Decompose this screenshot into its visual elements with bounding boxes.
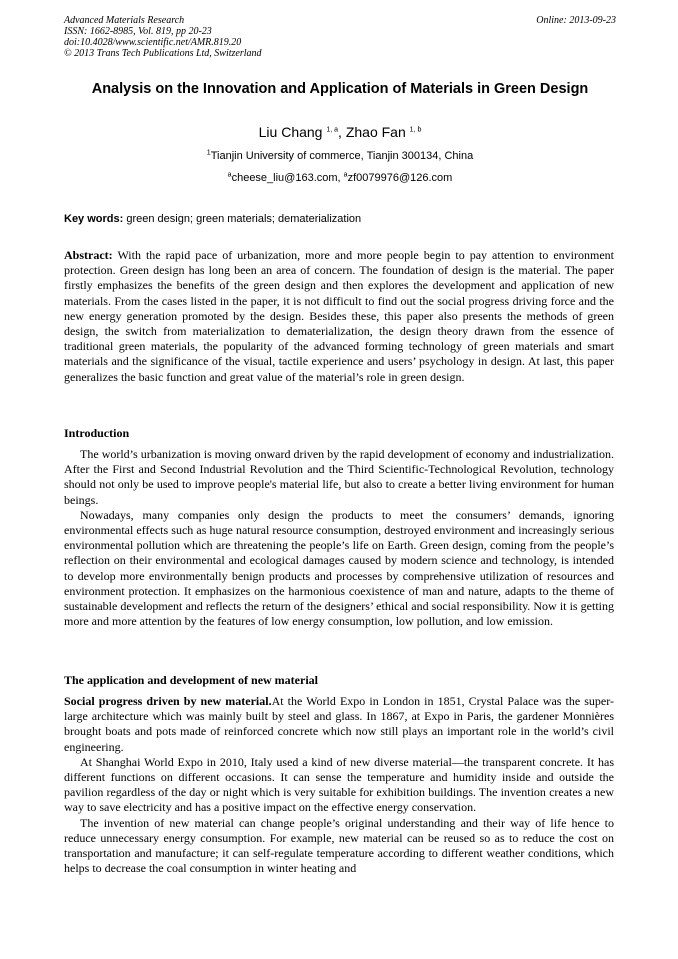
online-date: Online: 2013-09-23 — [536, 15, 616, 26]
affiliation-text: Tianjin University of commerce, Tianjin 300134, China — [210, 150, 474, 162]
introduction-heading: Introduction — [64, 426, 130, 440]
author-line — [64, 123, 616, 141]
author-separator: , — [338, 124, 346, 140]
application-body — [64, 694, 614, 876]
paragraph: The world’s urbanization is moving onward driven by the rapid development of economy and industrialization. After the First and Second Industrial Revolution and the Third Scientific-Technological Revolution, technology should not only be used to improve people's material life, but also to create a better living environment for human beings. — [64, 447, 614, 507]
abstract — [64, 248, 614, 385]
journal-name: Advanced Materials Research — [64, 15, 185, 26]
author-affiliation-mark: 1, b — [409, 126, 422, 134]
author-emails — [64, 171, 616, 185]
subheading: Social progress driven by new material. — [64, 694, 272, 708]
author-name: Liu Chang — [258, 124, 323, 140]
doi-line: doi:10.4028/www.scientific.net/AMR.819.20 — [64, 37, 242, 48]
email-mark: a — [343, 171, 348, 179]
issn-line: ISSN: 1662-8985, Vol. 819, pp 20-23 — [64, 26, 212, 37]
paragraph-text: At the World Expo in London in 1851, Crystal Palace was the super-large architecture which was mainly built by steel and glass. In 1867, at Expo in Paris, the gardener Monnières brought boats and pots made of reinforced concrete which now still plays an important role in the world’s civil engineering. — [64, 694, 615, 754]
copyright-line: © 2013 Trans Tech Publications Ltd, Switzerland — [64, 48, 262, 59]
abstract-text: With the rapid pace of urbanization, more and more people begin to pay attention to environment protection. Green design has long been an area of concern. The foundation of design is the material. The paper firstly emphasizes the benefits of the green design and then explores the development and application of new materials. From the cases listed in the paper, it is not difficult to find out the social progress driving force and the new energy generation promoted by the design. Besides these, this paper also presents the methods of green design, the switch from materialization to dematerialization, the design theory drawn from the essence of traditional green materials, the popularity of the advanced forming technology of green materials and smart materials and the significance of the visual, tactile experience and users’ psychology in design. At last, this paper generalizes the basic function and great value of the material’s role in green design. — [64, 248, 614, 384]
affiliation — [64, 149, 616, 163]
keywords-text: green design; green materials; dematerialization — [126, 213, 362, 225]
keywords — [64, 212, 616, 226]
paragraph: Nowadays, many companies only design the products to meet the consumers’ demands, ignoring environmental effects such as huge natural resource consumption, destroyed environment and increasingly serious environmental pollution which are threatening the people’s life on Earth. Green design, coming from the people’s reflection on their environmental and ecological damages caused by modern science and technology, is intended to develop more environmentally benign products and processes by comprehensive utilization of resources and environment protection. It emphasizes on the harmonious coexistence of man and nature, adapts to the theme of sustainable development and reflects the return of the designers’ ethical and social responsibility. Now it is getting more and more attention by the features of low energy consumption, low pollution, and low emission. — [64, 507, 614, 629]
email-address: cheese_liu@163.com, — [231, 172, 341, 184]
application-heading: The application and development of new material — [64, 673, 318, 687]
email-mark: a — [227, 171, 232, 179]
paragraph: At Shanghai World Expo in 2010, Italy used a kind of new diverse material—the transparent concrete. It has different functions on different occasions. It can sense the temperature and humidity inside and outside the pavilion regardless of the day or night which is very suitable for exhibition buildings. The invention creates a new way to save electricity and has a positive impact on the effective energy conservation. — [64, 754, 614, 815]
email-address: zf0079976@126.com — [347, 172, 453, 184]
paragraph: The invention of new material can change people’s original understanding and their way of life hence to reduce unnecessary energy consumption. For example, new material can be reused so as to reduce the cost on transportation and manufacture; it can self-regulate temperature according to different weather conditions, which helps to decrease the coal consumption in winter heating and — [64, 815, 614, 876]
introduction-body — [64, 447, 614, 629]
abstract-label: Abstract: — [64, 248, 113, 262]
paper-title: Analysis on the Innovation and Application of Materials in Green Design — [91, 81, 589, 97]
author-affiliation-mark: 1, a — [326, 126, 339, 134]
journal-header — [64, 15, 616, 59]
keywords-label: Key words: — [64, 213, 124, 225]
author-name: Zhao Fan — [345, 124, 406, 140]
affiliation-mark: 1 — [206, 149, 211, 157]
